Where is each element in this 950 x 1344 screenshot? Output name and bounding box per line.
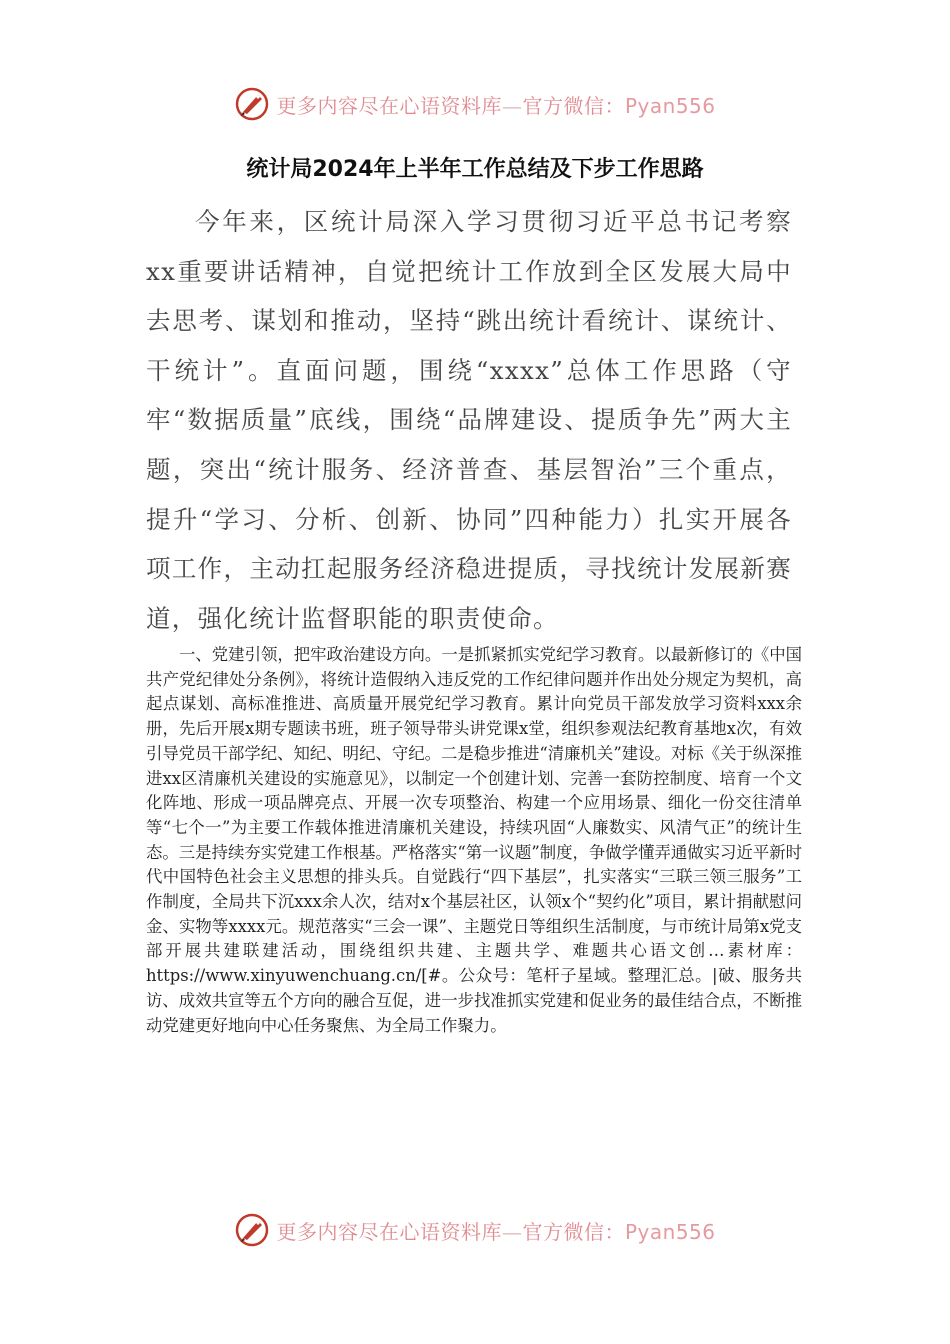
intro-paragraph: 今年来，区统计局深入学习贯彻习近平总书记考察xx重要讲话精神，自觉把统计工作放到全区发展大局中去思考、谋划和推动，坚持“跳出统计看统计、谋统计、干统计”。直面问题，围绕“xxxx”总体工作思路（守牢“数据质量”底线，围绕“品牌建设、提质争先”两大主题，突出“统计服务、经济普查、基层智治”三个重点，提升“学习、分析、创新、协同”四种能力）扎实开展各项工作，主动扛起服务经济稳进提质，寻找统计发展新赛道，强化统计监督职能的职责使命。: [146, 207, 792, 633]
pen-nib-logo-icon: [234, 86, 270, 122]
section-1-paragraph: 一、党建引领，把牢政治建设方向。一是抓紧抓实党纪学习教育。以最新修订的《中国共产党纪律处分条例》，将统计造假纳入违反党的工作纪律问题并作出处分规定为契机，高起点谋划、高标准推进、高质量开展党纪学习教育。累计向党员干部发放学习资料xxx余册，先后开展x期专题读书班，班子领导带头讲党课x堂，组织参观法纪教育基地x次，有效引导党员干部学纪、知纪、明纪、守纪。二是稳步推进“清廉机关”建设。对标《关于纵深推进xx区清廉机关建设的实施意见》，以制定一个创建计划、完善一套防控制度、培育一个文化阵地、形成一项品牌亮点、开展一次专项整治、构建一个应用场景、细化一份交往清单等“七个一”为主要工作载体推进清廉机关建设，持续巩固“人廉数实、风清气正”的统计生态。三是持续夯实党建工作根基。严格落实“第一议题”制度，争做学懂弄通做实习近平新时代中国特色社会主义思想的排头兵。自觉践行“四下基层”，扎实落实“三联三领三服务”工作制度，全局共下沉xxx余人次，结对x个基层社区，认领x个“契约化”项目，累计捐献慰问金、实物等xxxx元。规范落实“三会一课”、主题党日等组织生活制度，与市统计局第x党支部开展共建联建活动，围绕组织共建、主题共学、难题共心语文创…素材库：https://www.xinyuwenchuang.cn/[#。公众号：笔杆子星域。整理汇总。|破、服务共访、成效共宣等五个方向的融合互促，进一步找准抓实党建和促业务的最佳结合点，不断推动党建更好地向中心任务聚焦、为全局工作聚力。: [146, 645, 802, 1035]
brand-text: 更多内容尽在心语资料库: [276, 1219, 502, 1244]
footer-banner-text: [276, 1216, 715, 1245]
brand-text: 更多内容尽在心语资料库: [276, 93, 502, 118]
document-title: 统计局2024年上半年工作总结及下步工作思路: [246, 157, 704, 182]
separator: —: [501, 93, 523, 118]
separator: —: [501, 1219, 523, 1244]
footer-banner: [0, 1210, 950, 1250]
contact-label: 官方微信：: [522, 1219, 625, 1244]
contact-label: 官方微信：: [522, 93, 625, 118]
header-banner-text: [276, 90, 715, 119]
header-banner: [0, 84, 950, 124]
pen-nib-logo-icon: [234, 1212, 270, 1248]
contact-id: Pyan556: [624, 1219, 716, 1244]
contact-id: Pyan556: [624, 93, 716, 118]
